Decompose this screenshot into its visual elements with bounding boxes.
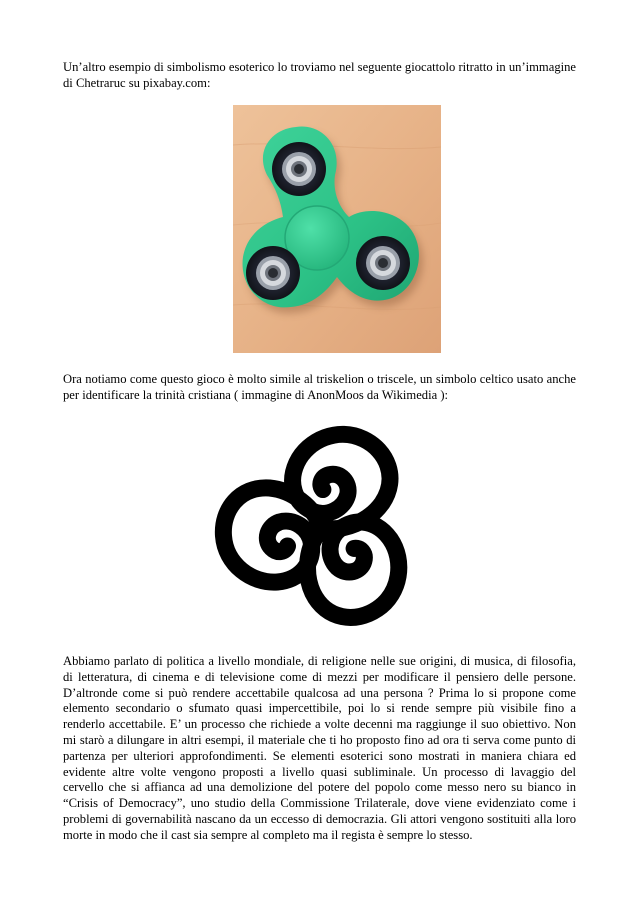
spinner-bearing-right (356, 236, 410, 290)
paragraph-body: Abbiamo parlato di politica a livello mondiale, di religione nelle sue origini, di musica, di filosofia, di letteratura, di cinema e di televisione come di mezzi per modificare il pensiero delle persone. D’altronde come si può rendere accettabile qualcosa ad una persona ? Prima lo si propone come elemento secondario o sfumato quasi impercettibile, poi lo si rende sempre più visibile fino a renderlo accettabile. E’ un processo che richiede a volte decenni ma raggiunge il suo obiettivo. Non mi starò a dilungare in altri esempi, il materiale che ti ho proposto fino ad ora ti serva come punto di partenza per ulteriori approfondimenti. Se elementi esoterici sono mostrati in maniera chiara ed evidente altre volte vengono proposti a livello quasi subliminale. Un processo di lavaggio del cervello che si affianca ad una demolizione del potere del popolo come messo nero su bianco in “Crisis of Democracy”, uno studio della Commissione Trilaterale, dove viene evidenziato come i problemi di governabilità nascano da un eccesso di democrazia. Gli attori vengono sostituiti alla loro morte in modo che il cast sia sempre al completo ma il regista è sempre lo stesso. (63, 654, 576, 842)
triskelion-icon (209, 423, 434, 633)
paragraph-triskelion: Ora notiamo come questo gioco è molto simile al triskelion o triscele, un simbolo celtico usato anche per identificare la trinità cristiana ( immagine di AnonMoos da Wikimedia ): (63, 372, 576, 402)
spinner-bearing-top (272, 142, 326, 196)
spinner-bearing-left (246, 246, 300, 300)
paragraph-intro: Un’altro esempio di simbolismo esoterico lo troviamo nel seguente giocattolo ritratto in un’immagine di Chetraruc su pixabay.com: (63, 60, 576, 90)
fidget-spinner-photo (233, 105, 441, 353)
